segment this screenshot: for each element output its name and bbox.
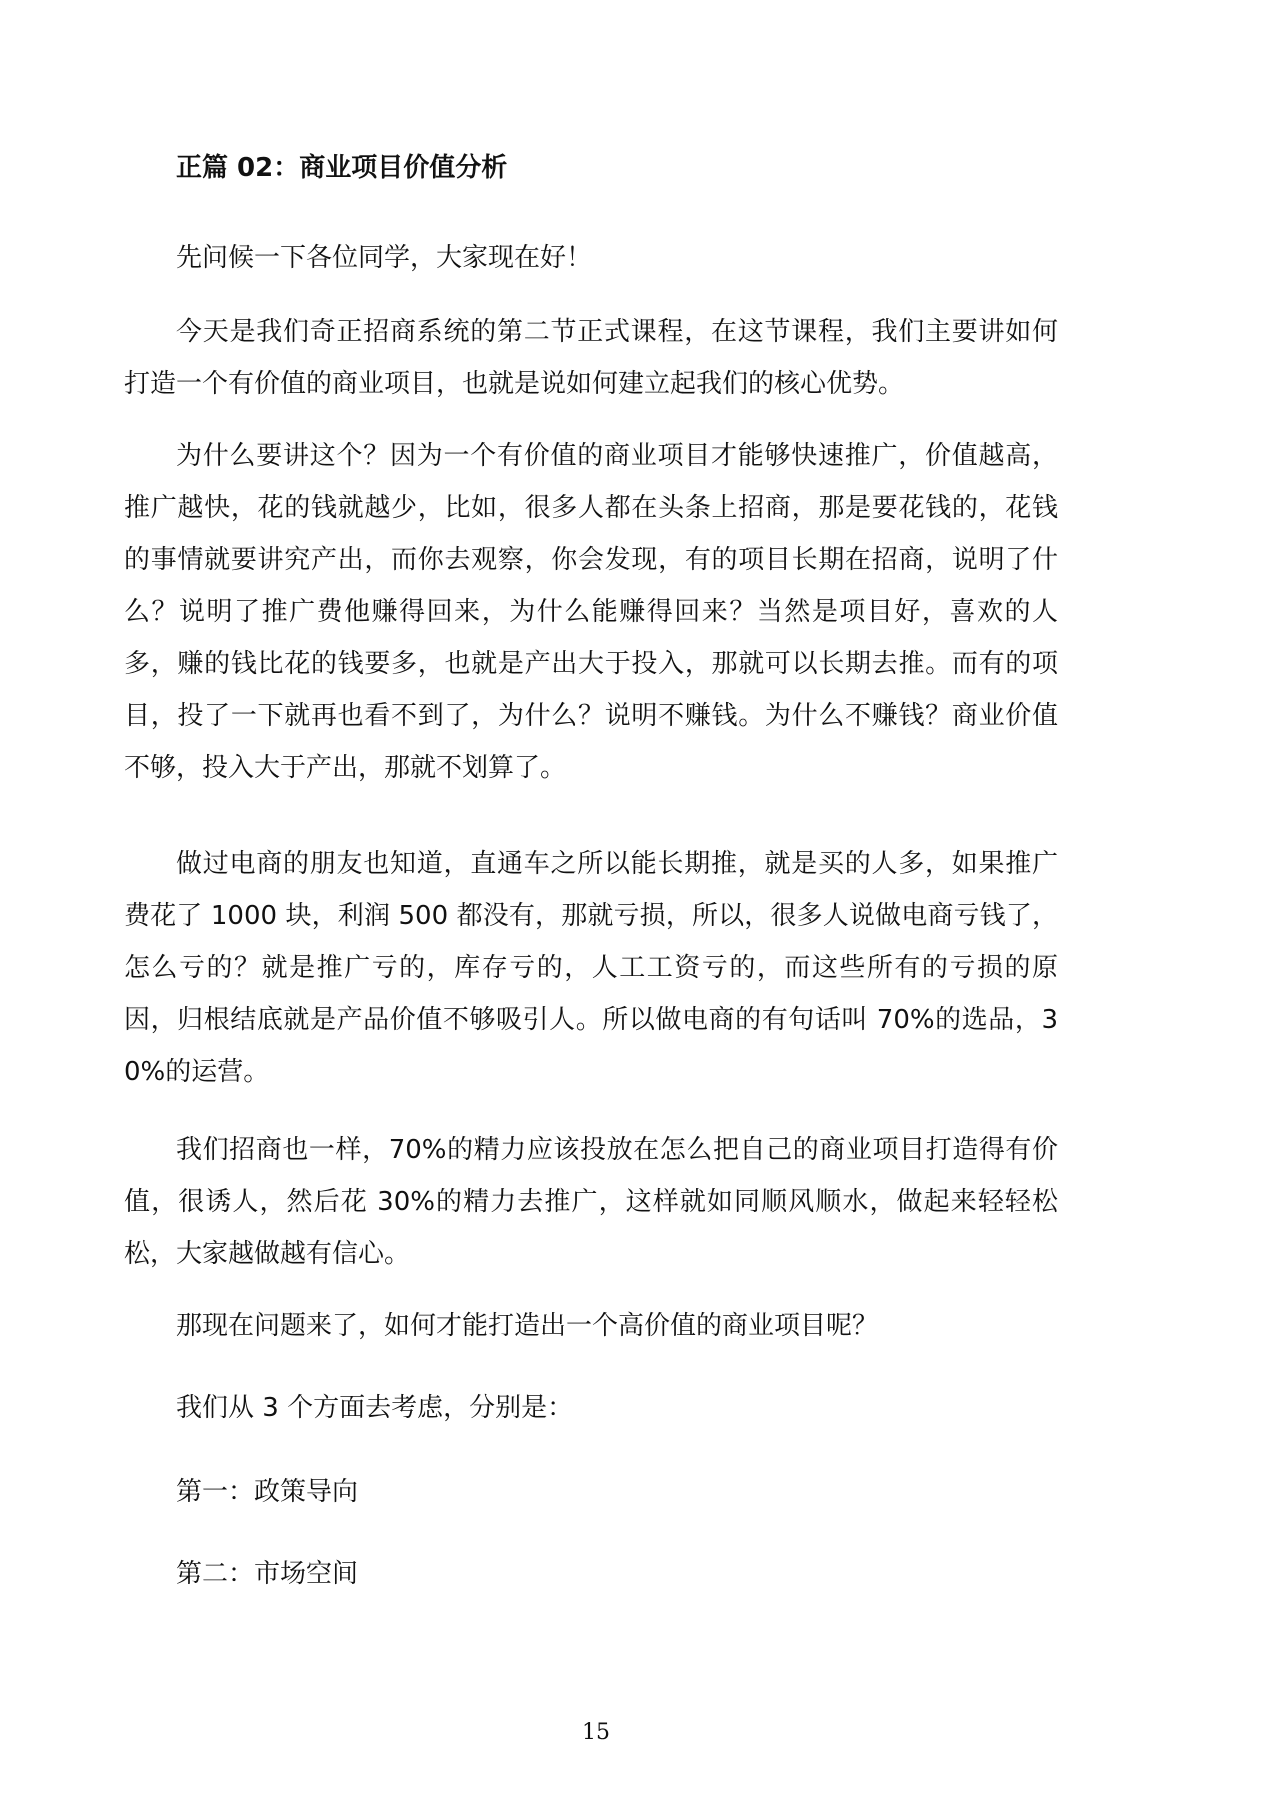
paragraph-investment: 我们招商也一样，70%的精力应该投放在怎么把自己的商业项目打造得有价值，很诱人，然后花 30%的精力去推广，这样就如同顺风顺水，做起来轻轻松松，大家越做越有信心。	[124, 1135, 1058, 1269]
section-heading: 正篇 02：商业项目价值分析	[176, 153, 508, 183]
paragraph-greeting: 先问候一下各位同学，大家现在好！	[176, 243, 593, 273]
paragraph-aspects: 我们从 3 个方面去考虑，分别是：	[176, 1393, 574, 1423]
list-item-policy: 第一：政策导向	[176, 1477, 359, 1507]
paragraph-question: 那现在问题来了，如何才能打造出一个高价值的商业项目呢？	[176, 1311, 879, 1341]
list-item-market: 第二：市场空间	[176, 1559, 359, 1589]
paragraph-ecommerce: 做过电商的朋友也知道，直通车之所以能长期推，就是买的人多，如果推广费花了 1000 块，利润 500 都没有，那就亏损，所以，很多人说做电商亏钱了，怎么亏的？就是推广亏的，库存亏的，人工工资亏的，而这些所有的亏损的原因，归根结底就是产品价值不够吸引人。所以做电商的有句话叫 70%的选品，30%的运营。	[124, 849, 1058, 1087]
paragraph-intro: 今天是我们奇正招商系统的第二节正式课程，在这节课程，我们主要讲如何打造一个有价值的商业项目，也就是说如何建立起我们的核心优势。	[124, 317, 1058, 399]
page-number: 15	[582, 1720, 610, 1745]
paragraph-why: 为什么要讲这个？因为一个有价值的商业项目才能够快速推广，价值越高，推广越快，花的钱就越少，比如，很多人都在头条上招商，那是要花钱的，花钱的事情就要讲究产出，而你去观察，你会发现，有的项目长期在招商，说明了什么？说明了推广费他赚得回来，为什么能赚得回来？当然是项目好，喜欢的人多，赚的钱比花的钱要多，也就是产出大于投入，那就可以长期去推。而有的项目，投了一下就再也看不到了，为什么？说明不赚钱。为什么不赚钱？商业价值不够，投入大于产出，那就不划算了。	[124, 441, 1058, 783]
